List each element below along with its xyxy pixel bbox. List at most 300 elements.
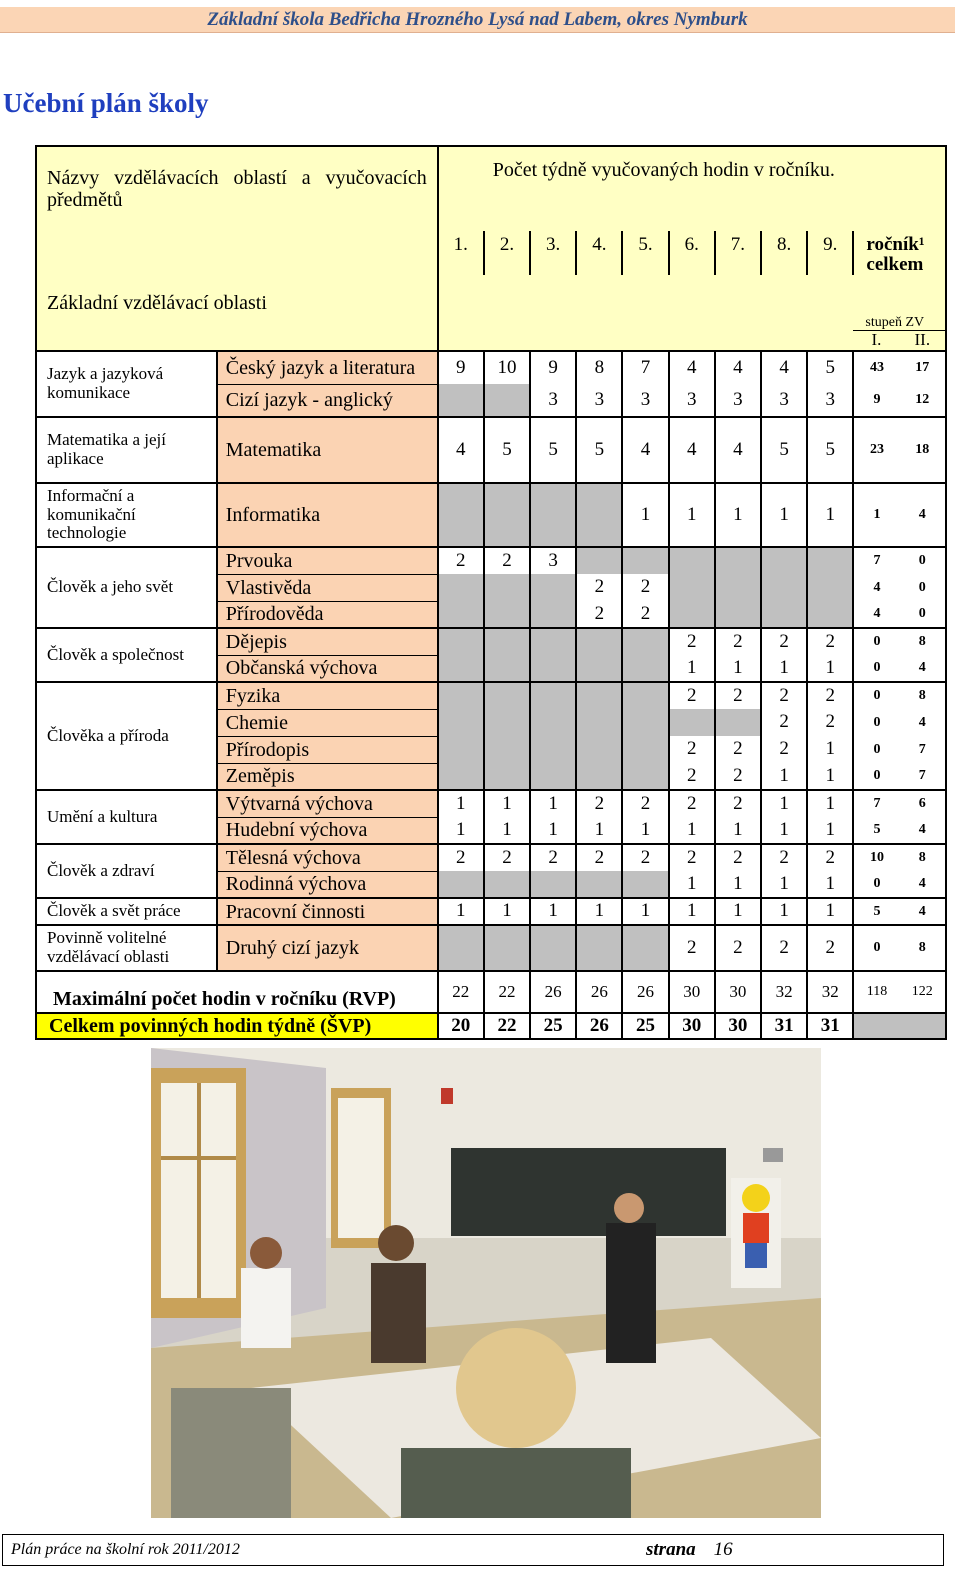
hours-cell: [438, 384, 484, 417]
hours-cell: 5: [807, 351, 853, 384]
stage-2-total: 4: [900, 871, 946, 898]
stage-2-total: 4: [900, 709, 946, 736]
hours-cell: [484, 574, 530, 601]
hours-cell: [484, 628, 530, 655]
stage-1-total: 7: [853, 790, 899, 817]
classroom-illustration: [151, 1048, 821, 1518]
hours-cell: 1: [807, 790, 853, 817]
hours-cell: 4: [622, 417, 668, 483]
hours-cell: [669, 709, 715, 736]
total-hours-cell: 31: [761, 1013, 807, 1039]
hours-cell: [438, 709, 484, 736]
hours-cell: 1: [715, 871, 761, 898]
max-hours-cell: 26: [576, 971, 622, 1013]
hours-cell: 1: [761, 655, 807, 682]
stage-1-total: 0: [853, 709, 899, 736]
total-hours-row: [36, 1013, 946, 1039]
stage-2-total: 17: [900, 351, 946, 384]
stage-2-total: 8: [900, 844, 946, 871]
hours-cell: 2: [622, 844, 668, 871]
hours-cell: [484, 709, 530, 736]
hours-cell: 1: [530, 817, 576, 844]
total-hours-cell: 22: [484, 1013, 530, 1039]
hours-cell: 3: [807, 384, 853, 417]
hours-cell: 2: [576, 844, 622, 871]
hours-cell: 2: [530, 844, 576, 871]
hours-cell: 1: [715, 483, 761, 547]
stage-2-total: 4: [900, 655, 946, 682]
area-label: Člověk a svět práce: [36, 898, 217, 925]
hours-cell: 4: [715, 351, 761, 384]
stage-header: stupeň ZV: [865, 314, 925, 330]
hours-cell: [438, 925, 484, 971]
hours-cell: [807, 601, 853, 628]
subject-name: Informatika: [217, 483, 438, 547]
hours-cell: [530, 628, 576, 655]
stage-header-cell: [853, 275, 946, 331]
hours-cell: 2: [669, 844, 715, 871]
hours-cell: 2: [622, 574, 668, 601]
stage-1-total: 4: [853, 574, 899, 601]
max-hours-cell: 22: [438, 971, 484, 1013]
stage-1-total: 43: [853, 351, 899, 384]
hours-cell: [576, 547, 622, 574]
hours-cell: [438, 601, 484, 628]
grade-header: 6.: [669, 231, 715, 275]
curriculum-table: [35, 145, 947, 1040]
hours-cell: [438, 736, 484, 763]
hours-cell: 1: [576, 898, 622, 925]
hours-cell: [669, 574, 715, 601]
max-stage-2: 122: [900, 971, 946, 1013]
subject-name: Zeměpis: [217, 763, 438, 790]
hours-cell: 2: [715, 925, 761, 971]
area-label: Člověk a zdraví: [36, 844, 217, 898]
subject-row: [36, 483, 946, 547]
hours-cell: [622, 925, 668, 971]
hours-cell: [576, 655, 622, 682]
hours-cell: 2: [715, 682, 761, 709]
hours-cell: [438, 628, 484, 655]
hours-cell: [761, 547, 807, 574]
header-names-cell: [36, 146, 438, 231]
hours-cell: 2: [761, 844, 807, 871]
hours-cell: 1: [669, 871, 715, 898]
hours-cell: [484, 682, 530, 709]
stage-1-total: 5: [853, 817, 899, 844]
subject-row: [36, 898, 946, 925]
subject-name: Vlastivěda: [217, 574, 438, 601]
hours-cell: [669, 601, 715, 628]
hours-cell: 9: [438, 351, 484, 384]
grade-header-row: [36, 231, 946, 275]
hours-cell: [530, 736, 576, 763]
stage-2-total: 8: [900, 925, 946, 971]
hours-cell: [761, 601, 807, 628]
hours-cell: 1: [761, 817, 807, 844]
hours-cell: 2: [807, 925, 853, 971]
stage-1-total: 0: [853, 871, 899, 898]
stage-2-total: 0: [900, 574, 946, 601]
total-hours-cell: 30: [669, 1013, 715, 1039]
stage-row: [36, 331, 946, 351]
hours-cell: [438, 483, 484, 547]
hours-cell: 2: [576, 790, 622, 817]
hours-cell: [761, 574, 807, 601]
hours-cell: 3: [530, 547, 576, 574]
subject-row: [36, 547, 946, 574]
hours-cell: 2: [807, 844, 853, 871]
subject-name: Fyzika: [217, 682, 438, 709]
stage-1: I.: [853, 331, 899, 351]
hours-cell: 2: [669, 763, 715, 790]
hours-cell: 3: [530, 384, 576, 417]
stage-1-total: 0: [853, 655, 899, 682]
footer-plan-label: Plán práce na školní rok 2011/2012: [11, 1541, 240, 1558]
footer: [2, 1534, 944, 1566]
hours-cell: [715, 709, 761, 736]
stage-1-total: 0: [853, 628, 899, 655]
stage-1-total: 5: [853, 898, 899, 925]
hours-cell: 1: [807, 871, 853, 898]
max-hours-row: [36, 971, 946, 1013]
hours-cell: [438, 763, 484, 790]
hours-cell: 1: [622, 817, 668, 844]
max-hours-cell: 22: [484, 971, 530, 1013]
max-hours-cell: 26: [530, 971, 576, 1013]
hours-cell: [622, 547, 668, 574]
hours-cell: 1: [484, 898, 530, 925]
hours-cell: 2: [761, 682, 807, 709]
hours-cell: [715, 601, 761, 628]
hours-cell: 2: [438, 844, 484, 871]
hours-cell: 2: [715, 844, 761, 871]
hours-cell: [715, 547, 761, 574]
stage-2-total: 6: [900, 790, 946, 817]
hours-cell: [438, 574, 484, 601]
max-hours-cell: 30: [669, 971, 715, 1013]
hours-cell: 1: [438, 898, 484, 925]
subject-name: Výtvarná výchova: [217, 790, 438, 817]
hours-cell: [484, 384, 530, 417]
hours-cell: 1: [530, 790, 576, 817]
hours-cell: [622, 763, 668, 790]
basic-area-label: Základní vzdělávací oblasti: [47, 291, 267, 314]
hours-cell: 1: [484, 790, 530, 817]
hours-cell: 1: [807, 736, 853, 763]
hours-cell: [438, 871, 484, 898]
hours-cell: [622, 709, 668, 736]
hours-cell: 1: [622, 898, 668, 925]
stage-2-total: 8: [900, 628, 946, 655]
hours-cell: 1: [807, 483, 853, 547]
hours-cell: [807, 547, 853, 574]
hours-cell: 2: [669, 628, 715, 655]
hours-cell: [530, 682, 576, 709]
grade-header: 1.: [438, 231, 484, 275]
hours-cell: 1: [761, 790, 807, 817]
total-hours-label: Celkem povinných hodin týdně (ŠVP): [36, 1013, 438, 1039]
hours-cell: [576, 736, 622, 763]
hours-cell: 2: [622, 790, 668, 817]
hours-cell: 9: [530, 351, 576, 384]
stage-1-total: 7: [853, 547, 899, 574]
subject-name: Dějepis: [217, 628, 438, 655]
hours-cell: 1: [530, 898, 576, 925]
subject-name: Pracovní činnosti: [217, 898, 438, 925]
stage-1-total: 23: [853, 417, 899, 483]
subject-name: Druhý cizí jazyk: [217, 925, 438, 971]
hours-cell: 1: [761, 898, 807, 925]
hours-cell: 4: [761, 351, 807, 384]
hours-cell: [438, 682, 484, 709]
stage-2-total: 0: [900, 601, 946, 628]
grade-header: 8.: [761, 231, 807, 275]
total-hours-cell: 25: [622, 1013, 668, 1039]
total-hours-cell: 30: [715, 1013, 761, 1039]
stage-2-total: 18: [900, 417, 946, 483]
subject-name: Tělesná výchova: [217, 844, 438, 871]
stage-1-total: 0: [853, 736, 899, 763]
hours-cell: [622, 655, 668, 682]
subject-name: Občanská výchova: [217, 655, 438, 682]
stage-1-total: 0: [853, 682, 899, 709]
hours-cell: [622, 736, 668, 763]
stage-1-total: 0: [853, 763, 899, 790]
hours-cell: 4: [438, 417, 484, 483]
stage-2-total: 0: [900, 547, 946, 574]
hours-cell: [576, 871, 622, 898]
hours-header: Počet týdně vyučovaných hodin v ročníku.: [492, 159, 835, 181]
hours-cell: 3: [576, 384, 622, 417]
stage-1-total: 1: [853, 483, 899, 547]
hours-cell: 3: [761, 384, 807, 417]
hours-cell: 1: [715, 655, 761, 682]
total-hours-cell: 25: [530, 1013, 576, 1039]
area-label: Člověka a příroda: [36, 682, 217, 790]
hours-header-cell: [438, 146, 946, 231]
stage-1-total: 10: [853, 844, 899, 871]
hours-cell: 2: [761, 709, 807, 736]
hours-cell: 2: [484, 547, 530, 574]
hours-cell: 2: [622, 601, 668, 628]
hours-cell: [807, 574, 853, 601]
area-label: Jazyk a jazyková komunikace: [36, 351, 217, 417]
max-hours-cell: 32: [807, 971, 853, 1013]
hours-cell: 2: [669, 682, 715, 709]
total-hours-cell: 31: [807, 1013, 853, 1039]
stage-2: II.: [900, 331, 946, 351]
total-hours-cell: 20: [438, 1013, 484, 1039]
hours-cell: 1: [807, 655, 853, 682]
hours-cell: 3: [715, 384, 761, 417]
hours-cell: 2: [576, 574, 622, 601]
header-bar: [0, 7, 955, 33]
subject-name: Prvouka: [217, 547, 438, 574]
school-name: Základní škola Bedřicha Hrozného Lysá nad Labem, okres Nymburk: [207, 9, 748, 30]
subject-row: [36, 682, 946, 709]
subject-row: [36, 351, 946, 384]
stage-2-total: 8: [900, 682, 946, 709]
hours-cell: 2: [576, 601, 622, 628]
column-names-header: Názvy vzdělávacích oblastí a vyučovacích předmětů: [47, 167, 427, 211]
hours-cell: 4: [669, 417, 715, 483]
hours-cell: 2: [761, 736, 807, 763]
footer-page-number: 16: [713, 1539, 733, 1560]
subject-row: [36, 925, 946, 971]
hours-cell: [438, 655, 484, 682]
max-hours-label: Maximální počet hodin v ročníku (RVP): [36, 971, 438, 1013]
hours-cell: 10: [484, 351, 530, 384]
hours-cell: [576, 483, 622, 547]
hours-cell: [484, 925, 530, 971]
hours-cell: 1: [669, 483, 715, 547]
hours-cell: 1: [807, 817, 853, 844]
hours-cell: 2: [438, 547, 484, 574]
subject-name: Český jazyk a literatura: [217, 351, 438, 384]
subject-name: Matematika: [217, 417, 438, 483]
area-label: Matematika a její aplikace: [36, 417, 217, 483]
hours-cell: 5: [576, 417, 622, 483]
grade-header: 9.: [807, 231, 853, 275]
hours-cell: 1: [715, 817, 761, 844]
grade-header: 7.: [715, 231, 761, 275]
hours-cell: [484, 736, 530, 763]
hours-cell: [576, 682, 622, 709]
hours-cell: 2: [669, 790, 715, 817]
page-title: Učební plán školy: [3, 88, 209, 118]
hours-cell: [715, 574, 761, 601]
stage-2-total: 7: [900, 763, 946, 790]
hours-cell: 5: [761, 417, 807, 483]
hours-cell: 2: [715, 763, 761, 790]
hours-cell: [484, 483, 530, 547]
hours-cell: 1: [484, 817, 530, 844]
hours-cell: [530, 483, 576, 547]
footer-strana: strana: [646, 1539, 696, 1560]
subject-name: Hudební výchova: [217, 817, 438, 844]
hours-cell: 2: [669, 925, 715, 971]
total-hours-cell: 26: [576, 1013, 622, 1039]
stage-1-total: 0: [853, 925, 899, 971]
subject-name: Přírodopis: [217, 736, 438, 763]
stage-2-total: 4: [900, 483, 946, 547]
hours-cell: 2: [715, 790, 761, 817]
hours-cell: 1: [761, 871, 807, 898]
stage-2-total: 12: [900, 384, 946, 417]
hours-cell: [484, 871, 530, 898]
hours-cell: [622, 871, 668, 898]
subject-name: Cizí jazyk - anglický: [217, 384, 438, 417]
subject-row: [36, 417, 946, 483]
hours-cell: [622, 682, 668, 709]
hours-cell: [530, 709, 576, 736]
subject-row: [36, 628, 946, 655]
hours-cell: 7: [622, 351, 668, 384]
hours-cell: 1: [576, 817, 622, 844]
hours-cell: [530, 574, 576, 601]
subject-name: Přírodověda: [217, 601, 438, 628]
total-header: ročník¹ celkem: [853, 231, 946, 275]
subject-name: Chemie: [217, 709, 438, 736]
hours-cell: 2: [761, 925, 807, 971]
hours-cell: 1: [438, 790, 484, 817]
hours-cell: [484, 655, 530, 682]
hours-cell: 2: [484, 844, 530, 871]
hours-cell: [530, 925, 576, 971]
total-hours-empty: [853, 1013, 946, 1039]
hours-cell: 2: [669, 736, 715, 763]
hours-cell: [622, 628, 668, 655]
stage-1-total: 4: [853, 601, 899, 628]
hours-cell: 2: [807, 682, 853, 709]
hours-cell: 4: [715, 417, 761, 483]
hours-cell: 3: [669, 384, 715, 417]
max-hours-cell: 30: [715, 971, 761, 1013]
grade-header: 4.: [576, 231, 622, 275]
hours-cell: [530, 871, 576, 898]
hours-cell: 1: [622, 483, 668, 547]
basic-area-row: [36, 275, 946, 331]
hours-cell: 2: [715, 736, 761, 763]
grade-header: 2.: [484, 231, 530, 275]
area-label: Informační a komunikační technologie: [36, 483, 217, 547]
hours-cell: [576, 628, 622, 655]
hours-cell: 2: [715, 628, 761, 655]
hours-cell: 1: [761, 763, 807, 790]
stage-2-total: 7: [900, 736, 946, 763]
hours-cell: [484, 763, 530, 790]
hours-cell: [576, 709, 622, 736]
hours-cell: [530, 601, 576, 628]
hours-cell: 4: [669, 351, 715, 384]
hours-cell: 8: [576, 351, 622, 384]
hours-cell: 5: [484, 417, 530, 483]
stage-1-total: 9: [853, 384, 899, 417]
subject-name: Rodinná výchova: [217, 871, 438, 898]
footer-page: [646, 1539, 733, 1561]
hours-cell: 2: [807, 628, 853, 655]
hours-cell: [576, 763, 622, 790]
hours-cell: [530, 763, 576, 790]
hours-cell: [576, 925, 622, 971]
hours-cell: 3: [622, 384, 668, 417]
hours-cell: [669, 547, 715, 574]
area-label: Člověk a jeho svět: [36, 547, 217, 628]
hours-cell: [484, 601, 530, 628]
hours-cell: 5: [807, 417, 853, 483]
subject-row: [36, 790, 946, 817]
classroom-photo: [151, 1048, 821, 1518]
hours-cell: 1: [807, 898, 853, 925]
grade-header: 5.: [622, 231, 668, 275]
grade-header: 3.: [530, 231, 576, 275]
hours-cell: [530, 655, 576, 682]
stage-2-total: 4: [900, 817, 946, 844]
hours-cell: 5: [530, 417, 576, 483]
hours-cell: 1: [807, 763, 853, 790]
max-stage-1: 118: [853, 971, 899, 1013]
area-label: Povinně volitelné vzdělávací oblasti: [36, 925, 217, 971]
stage-2-total: 4: [900, 898, 946, 925]
hours-cell: 1: [715, 898, 761, 925]
area-label: Umění a kultura: [36, 790, 217, 844]
hours-cell: 1: [669, 655, 715, 682]
hours-cell: 1: [669, 817, 715, 844]
hours-cell: 2: [761, 628, 807, 655]
hours-cell: 1: [761, 483, 807, 547]
hours-cell: 2: [807, 709, 853, 736]
